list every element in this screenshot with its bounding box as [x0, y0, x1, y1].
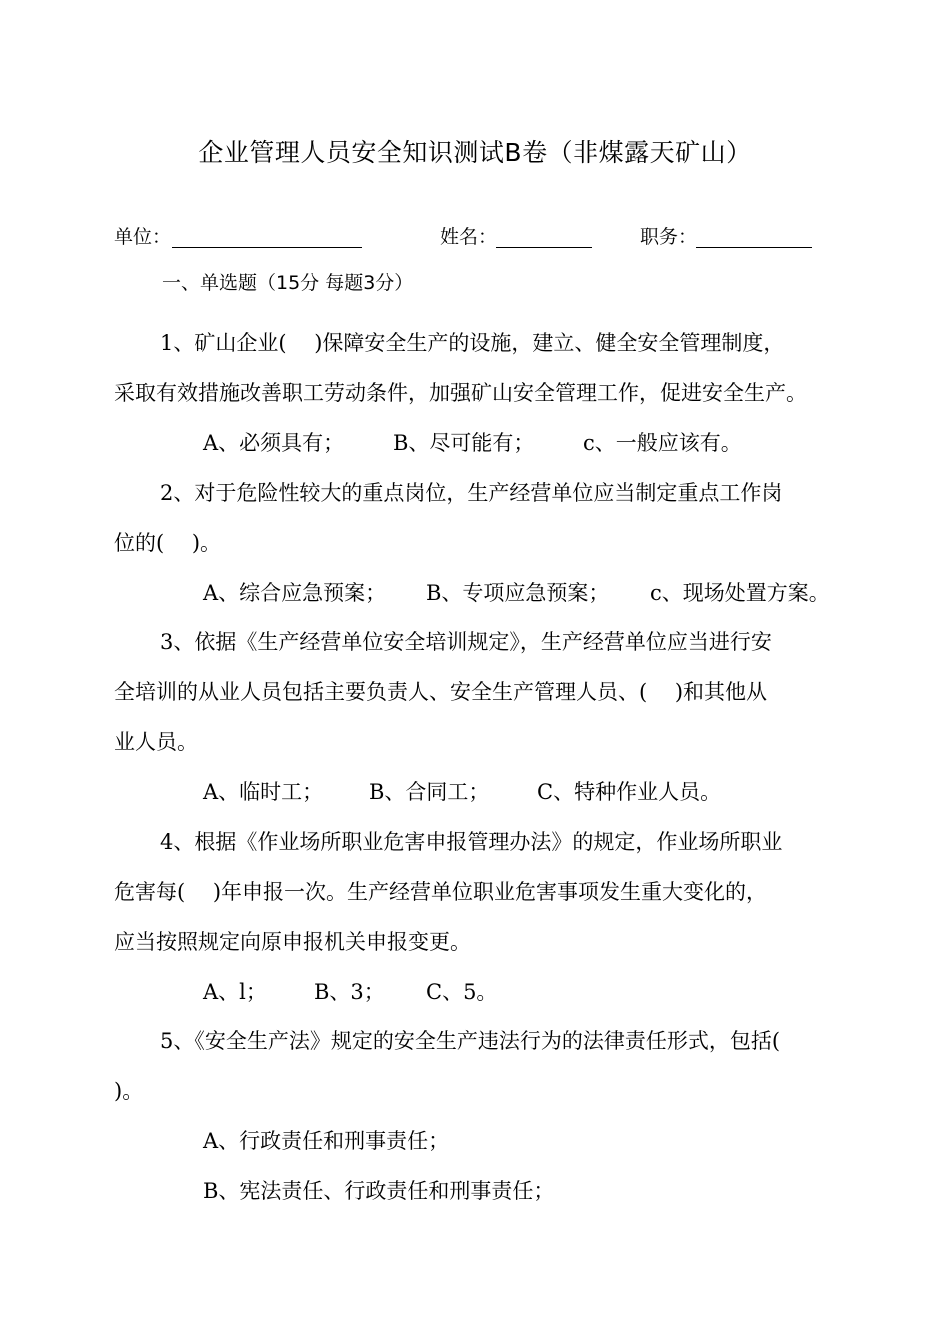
question-1-line-1: 1、矿山企业( )保障安全生产的设施，建立、健全安全管理制度， — [160, 331, 785, 355]
question-4-option-c[interactable]: C、5。 — [426, 980, 498, 1004]
question-4-option-a[interactable]: A、l； — [203, 980, 267, 1004]
question-2-option-c[interactable]: c、现场处置方案。 — [650, 581, 830, 605]
question-5-option-a[interactable]: A、行政责任和刑事责任； — [203, 1129, 450, 1153]
question-2-option-a[interactable]: A、综合应急预案； — [203, 581, 387, 605]
question-4-line-2: 危害每( )年申报一次。生产经营单位职业危害事项发生重大变化的， — [114, 880, 768, 904]
position-field[interactable] — [640, 224, 697, 250]
question-5-line-1: 5、《安全生产法》规定的安全生产违法行为的法律责任形式，包括( — [160, 1029, 781, 1053]
question-1-line-2: 采取有效措施改善职工劳动条件，加强矿山安全管理工作，促进安全生产。 — [114, 381, 807, 405]
unit-label: 单位： — [114, 226, 172, 248]
question-2-option-b[interactable]: B、专项应急预案； — [426, 581, 610, 605]
question-3-line-2: 全培训的从业人员包括主要负责人、安全生产管理人员、( )和其他从 — [114, 680, 768, 704]
name-field[interactable] — [440, 224, 497, 250]
question-3-line-3: 业人员。 — [114, 730, 198, 754]
question-1-option-a[interactable]: A、必须具有； — [203, 431, 345, 455]
question-2-line-1: 2、对于危险性较大的重点岗位，生产经营单位应当制定重点工作岗 — [160, 481, 783, 505]
question-3-option-c[interactable]: C、特种作业人员。 — [537, 780, 722, 804]
position-label: 职务： — [640, 226, 698, 248]
name-blank-line — [496, 247, 592, 248]
page-title: 企业管理人员安全知识测试B卷（非煤露天矿山） — [198, 138, 752, 167]
question-5-line-2: )。 — [114, 1079, 144, 1103]
question-3-option-b[interactable]: B、合同工； — [369, 780, 490, 804]
section-heading: 一、单选题（15分 每题3分） — [162, 272, 414, 294]
question-1-option-b[interactable]: B、尽可能有； — [393, 431, 535, 455]
question-3-option-a[interactable]: A、临时工； — [203, 780, 324, 804]
question-4-option-b[interactable]: B、3； — [314, 980, 385, 1004]
unit-blank-line — [172, 247, 362, 248]
question-1-option-c[interactable]: c、一般应该有。 — [583, 431, 742, 455]
question-2-line-2: 位的( )。 — [114, 531, 222, 555]
name-label: 姓名： — [440, 226, 498, 248]
question-4-line-1: 4、根据《作业场所职业危害申报管理办法》的规定，作业场所职业 — [160, 830, 783, 854]
unit-field[interactable] — [114, 224, 171, 250]
question-5-option-b[interactable]: B、宪法责任、行政责任和刑事责任； — [203, 1179, 555, 1203]
position-blank-line — [696, 247, 812, 248]
question-3-line-1: 3、依据《生产经营单位安全培训规定》，生产经营单位应当进行安 — [160, 630, 772, 654]
question-4-line-3: 应当按照规定向原申报机关申报变更。 — [114, 930, 471, 954]
